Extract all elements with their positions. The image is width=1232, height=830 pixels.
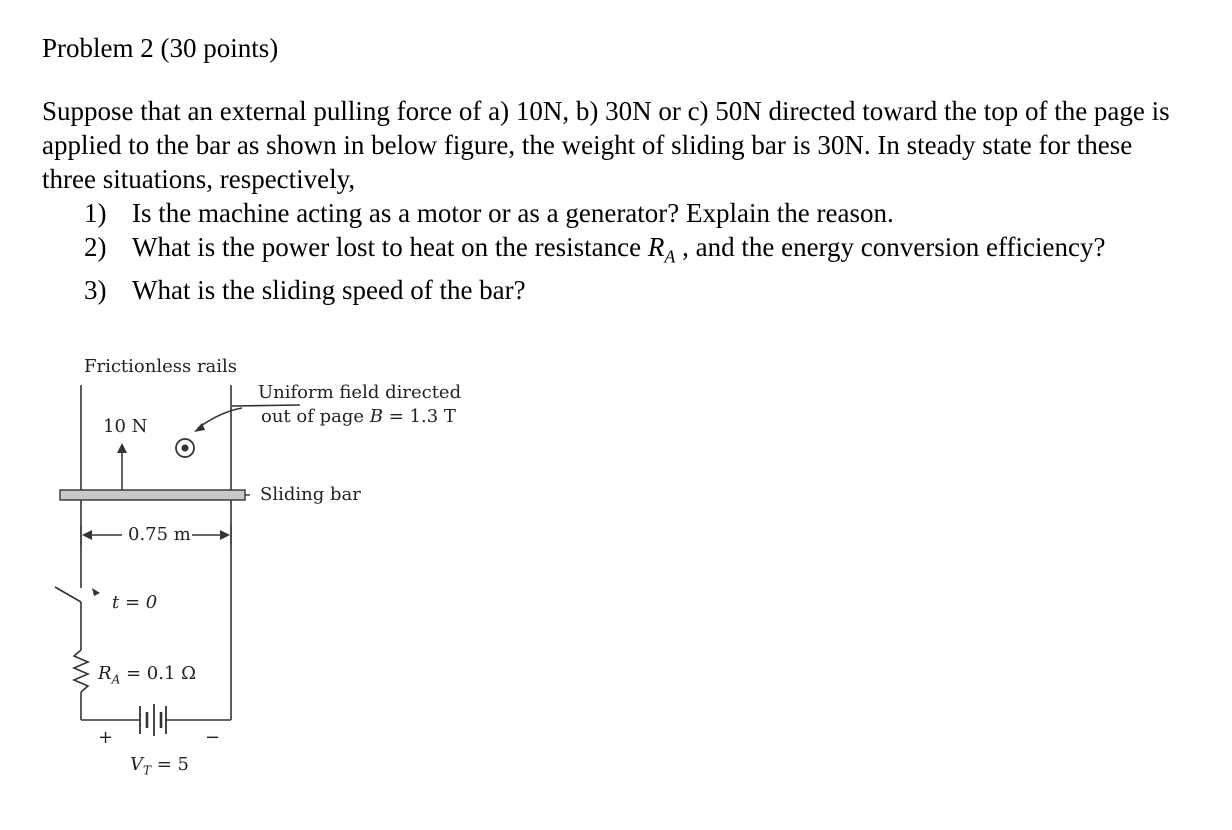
question-item	[42, 230, 1192, 273]
question-text: What is the sliding speed of the bar?	[132, 275, 526, 306]
battery-plus-label: +	[98, 727, 114, 748]
battery-icon	[140, 704, 166, 736]
field-label-line2: out of page B = 1.3 T	[261, 406, 456, 427]
question-text-before: What is the power lost to heat on the resistance	[132, 232, 642, 262]
force-arrowhead-icon	[117, 443, 127, 453]
resistance-symbol: $R_A$	[647, 232, 676, 267]
sliding-bar	[60, 490, 245, 500]
switch-arrow-icon	[92, 588, 100, 596]
dimension-arrow-right-icon	[220, 530, 230, 540]
question-number: 1)	[84, 198, 107, 228]
resistor-icon	[74, 650, 88, 692]
problem-intro: Suppose that an external pulling force of a) 10N, b) 30N or c) 50N directed toward the top of the page is applied to the bar as shown in below figure, the weight of sliding bar is 30N. In steady state for these three situations, respectively,	[42, 96, 1170, 194]
switch-time-label: t = 0	[112, 592, 158, 613]
resistor-label: $R_A = 0.1$ Ω	[98, 663, 197, 687]
question-text-after: , and the energy conversion efficiency?	[682, 232, 1106, 262]
dimension-arrow-left-icon	[82, 530, 92, 540]
rails-label: Frictionless rails	[84, 356, 238, 377]
field-label-line1: Uniform field directed	[258, 382, 462, 403]
force-label: 10 N	[103, 416, 148, 437]
problem-title: Problem 2 (30 points)	[42, 33, 279, 63]
question-item	[42, 196, 1192, 230]
question-text: Is the machine acting as a motor or as a generator? Explain the reason.	[132, 198, 894, 228]
question-number: 2)	[84, 232, 107, 262]
question-list	[42, 196, 1192, 307]
sliding-bar-label: Sliding bar	[260, 484, 361, 505]
question-item	[42, 273, 1192, 307]
voltage-label: $V_T = 5$	[130, 754, 190, 778]
battery-minus-label: −	[205, 727, 221, 748]
field-pointer	[198, 408, 242, 428]
problem-statement	[42, 94, 1192, 307]
switch-blade	[55, 587, 81, 602]
question-number: 3)	[84, 275, 107, 306]
linear-machine-figure	[50, 350, 470, 790]
width-label: 0.75 m	[128, 524, 191, 545]
